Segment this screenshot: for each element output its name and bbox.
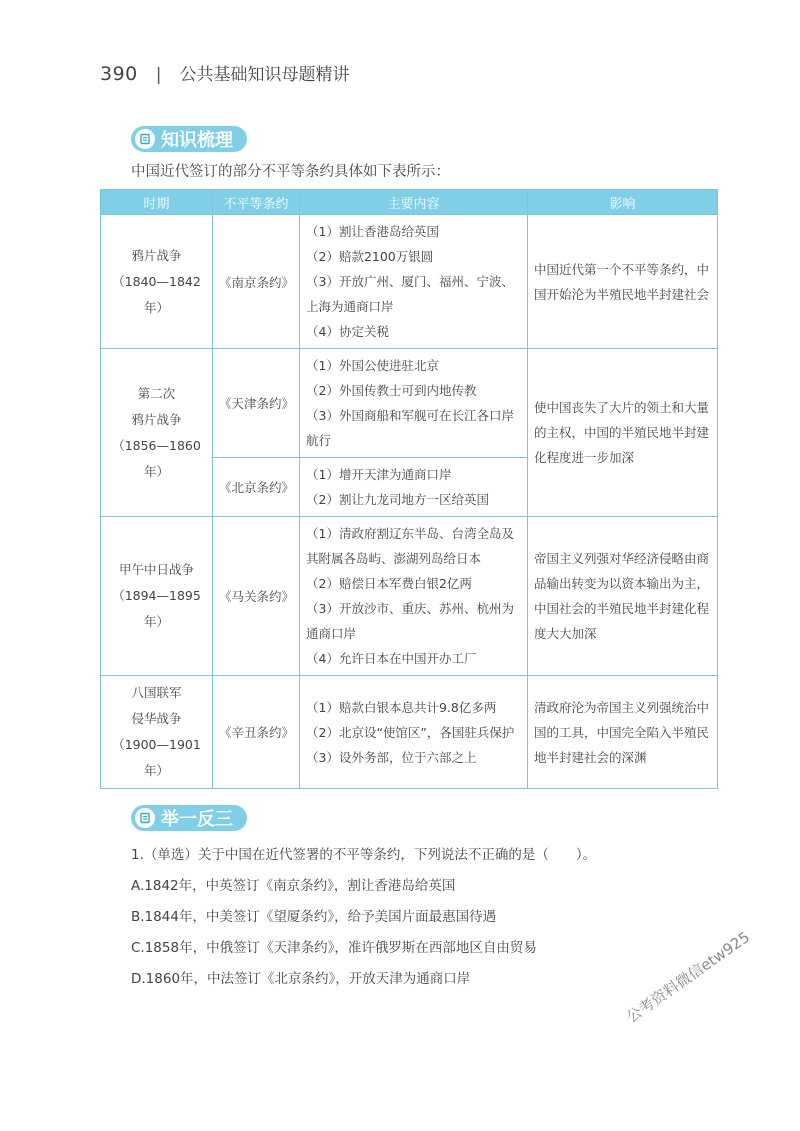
intro-text: 中国近代签订的部分不平等条约具体如下表所示：: [131, 164, 450, 180]
impact-cell: 清政府沦为帝国主义列强统治中国的工具，中国完全陷入半殖民地半封建社会的深渊: [528, 676, 718, 789]
content-cell: （1）清政府割辽东半岛、台湾全岛及其附属各岛屿、澎湖列岛给日本 （2）赔偿日本军费白银2亿两 （3）开放沙市、重庆、苏州、杭州为通商口岸 （4）允许日本在中国开办工厂: [300, 517, 528, 676]
impact-cell: 使中国丧失了大片的领土和大量的主权，中国的半殖民地半封建化程度进一步加深: [528, 349, 718, 517]
option-b: B.1844年，中美签订《望厦条约》，给予美国片面最惠国待遇: [131, 909, 497, 925]
treaty-name: 《南京条约》: [213, 215, 300, 349]
content-cell: （1）增开天津为通商口岸 （2）割让九龙司地方一区给英国: [300, 458, 528, 517]
impact-cell: 中国近代第一个不平等条约，中国开始沦为半殖民地半封建社会: [528, 215, 718, 349]
option-a: A.1842年，中英签订《南京条约》，割让香港岛给英国: [131, 878, 456, 894]
period-cell: 甲午中日战争 （1894—1895年）: [101, 517, 213, 676]
section-title: 知识梳理: [161, 130, 233, 151]
period-cell: 第二次 鸦片战争 （1856—1860年）: [101, 349, 213, 517]
content-cell: （1）割让香港岛给英国 （2）赔款2100万银圆 （3）开放广州、厦门、福州、宁波、上海为通商口岸 （4）协定关税: [300, 215, 528, 349]
treaty-name: 《马关条约》: [213, 517, 300, 676]
header-separator: |: [155, 65, 162, 85]
table-row: [101, 215, 718, 349]
section-badge-practice: [131, 805, 247, 831]
period-cell: 八国联军 侵华战争 （1900—1901年）: [101, 676, 213, 789]
table-header-row: [101, 190, 718, 215]
treaty-name: 《辛丑条约》: [213, 676, 300, 789]
option-c: C.1858年，中俄签订《天津条约》，准许俄罗斯在西部地区自由贸易: [131, 940, 537, 956]
treaty-table: [100, 189, 718, 789]
book-title: 公共基础知识母题精讲: [179, 65, 350, 85]
page-number: 390: [100, 63, 138, 85]
content-cell: （1）赔款白银本息共计9.8亿多两 （2）北京设“使馆区”，各国驻兵保护 （3）设外务部，位于六部之上: [300, 676, 528, 789]
content-cell: （1）外国公使进驻北京 （2）外国传教士可到内地传教 （3）外国商船和军舰可在长江各口岸航行: [300, 349, 528, 458]
table-row: [101, 676, 718, 789]
column-header-impact: 影响: [528, 190, 718, 215]
question-stem: 1.（单选）关于中国在近代签署的不平等条约，下列说法不正确的是（ ）。: [131, 847, 597, 863]
impact-cell: 帝国主义列强对华经济侵略由商品输出转变为以资本输出为主，中国社会的半殖民地半封建化程度大大加深: [528, 517, 718, 676]
column-header-treaty: 不平等条约: [213, 190, 300, 215]
period-cell: 鸦片战争 （1840—1842年）: [101, 215, 213, 349]
section-badge-knowledge: [131, 126, 247, 152]
column-header-period: 时期: [101, 190, 213, 215]
option-d: D.1860年，中法签订《北京条约》，开放天津为通商口岸: [131, 971, 471, 987]
treaty-name: 《北京条约》: [213, 458, 300, 517]
treaty-name: 《天津条约》: [213, 349, 300, 458]
page-header: [100, 60, 350, 90]
question-block: [131, 845, 596, 1000]
book-icon: [135, 129, 155, 149]
book-icon: [135, 808, 155, 828]
column-header-content: 主要内容: [300, 190, 528, 215]
table-row: [101, 517, 718, 676]
watermark: 公考资料微信etw925: [623, 927, 754, 1027]
section-title: 举一反三: [161, 809, 233, 830]
table-row: [101, 349, 718, 458]
